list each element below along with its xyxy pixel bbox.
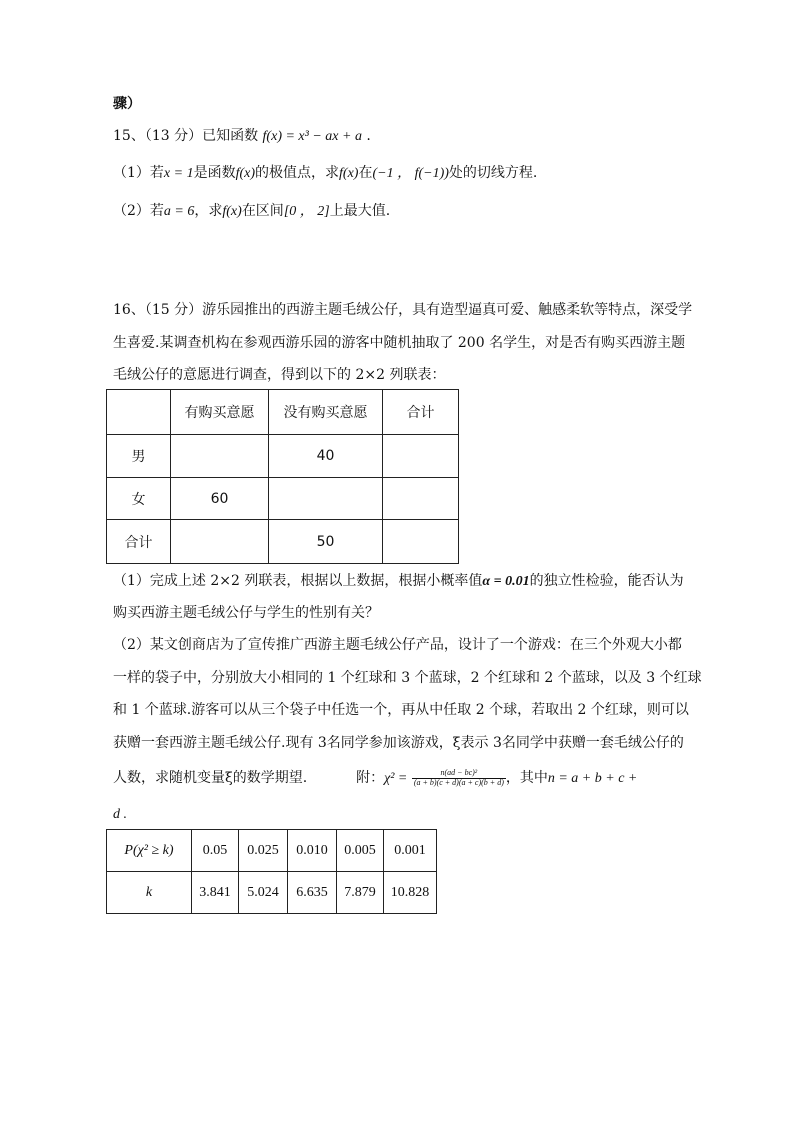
q16-part1-line2: 购买西游主题毛绒公仔与学生的性别有关？ (113, 605, 379, 621)
chi-square-fraction (412, 769, 506, 788)
table-row (107, 520, 459, 564)
q16-part2-line4: 获赠一套西游主题毛绒公仔.现有 3名同学参加该游戏，ξ表示 3名同学中获赠一套毛绒公仔的 (113, 735, 684, 751)
q16-p2-text: 人数，求随机变量ξ的数学期望. (113, 770, 308, 786)
table-header-cell: 有购买意愿 (171, 390, 269, 435)
table-row (107, 830, 437, 872)
q15-p1-math: x = 1 (163, 166, 194, 181)
formula-label: 附： (356, 770, 385, 786)
table-cell: 0.001 (384, 830, 437, 872)
alpha-value: α = 0.01 (482, 574, 530, 589)
table-cell (171, 435, 269, 478)
q15-function: f(x) = x³ − ax + a (262, 129, 362, 144)
table-cell: 女 (107, 478, 171, 520)
q15-p1-math: f(x) (339, 166, 359, 181)
q16-p1-text: （1）完成上述 2×2 列联表，根据以上数据，根据小概率值 (113, 573, 483, 589)
table-row (107, 478, 459, 520)
table-cell (383, 520, 459, 564)
q15-header (113, 129, 371, 144)
table-header-cell: 合计 (383, 390, 459, 435)
q15-p1-text: 在 (358, 165, 373, 181)
q16-part2-line5 (113, 764, 637, 793)
q16-part2-line2: 一样的袋子中，分别放大小相同的 1 个红球和 3 个蓝球，2 个红球和 2 个蓝球，以及 3 个红球 (113, 670, 702, 686)
table-cell: P(χ² ≥ k) (107, 830, 192, 872)
critical-value-table (106, 829, 437, 914)
q15-p2-math: [0 ， 2] (283, 204, 330, 219)
table-cell (383, 478, 459, 520)
q16-line1: 16、（15 分）游乐园推出的西游主题毛绒公仔，具有造型逼真可爱、触感柔软等特点，深受学 (113, 302, 693, 318)
q16-part1-line1 (113, 574, 684, 589)
q16-line2: 生喜爱.某调查机构在参观西游乐园的游客中随机抽取了 200 名学生，对是否有购买西游主题 (113, 335, 686, 351)
q15-header-end: . (366, 128, 371, 144)
q16-p1-text: 的独立性检验，能否认为 (529, 573, 684, 589)
fraction-numerator: n(ad − bc)² (412, 769, 506, 779)
q16-line3: 毛绒公仔的意愿进行调查，得到以下的 2×2 列联表： (113, 367, 446, 383)
fraction-denominator: (a + b)(c + d)(a + c)(b + d) (413, 777, 504, 787)
table-cell: 0.025 (239, 830, 288, 872)
table-cell: k (107, 872, 192, 914)
q15-p2-math: f(x) (222, 204, 242, 219)
formula-n-definition: n = a + b + c + (547, 771, 638, 786)
q15-p1-text: 的极值点，求 (255, 165, 340, 181)
table-cell (383, 435, 459, 478)
table-cell: 5.024 (239, 872, 288, 914)
previous-question-fragment: 骤） (113, 96, 141, 112)
table-cell (269, 478, 383, 520)
q15-part1 (113, 166, 537, 181)
q15-p1-math: (−1 ， f(−1)) (372, 166, 449, 181)
q15-p1-text: 是函数 (193, 165, 236, 181)
table-cell: 7.879 (337, 872, 384, 914)
chi-square-symbol: χ² = (384, 771, 408, 786)
q15-p2-math: a = 6 (163, 204, 195, 219)
table-cell: 6.635 (288, 872, 337, 914)
q15-p2-text: 上最大值. (329, 203, 391, 219)
q15-part2 (113, 204, 390, 219)
q15-header-text: 15、（13 分）已知函数 (113, 128, 259, 144)
table-cell: 合计 (107, 520, 171, 564)
formula-continuation: d . (113, 807, 127, 822)
q16-part2-line3: 和 1 个蓝球.游客可以从三个袋子中任选一个，再从中任取 2 个球，若取出 2 个红球，则可以 (113, 702, 689, 718)
table-cell: 0.05 (192, 830, 239, 872)
table-cell (171, 520, 269, 564)
q15-p1-math: f(x) (235, 166, 256, 181)
table-cell: 0.010 (288, 830, 337, 872)
q15-p2-text: （2）若 (113, 203, 164, 219)
q15-p2-text: ，求 (194, 203, 223, 219)
q16-part2-line1: （2）某文创商店为了宣传推广西游主题毛绒公仔产品，设计了一个游戏：在三个外观大小都 (113, 637, 682, 653)
table-cell: 60 (171, 478, 269, 520)
table-cell: 10.828 (384, 872, 437, 914)
table-row (107, 435, 459, 478)
q15-p1-text: （1）若 (113, 165, 164, 181)
table-header-row (107, 390, 459, 435)
contingency-table (106, 389, 459, 564)
table-cell: 3.841 (192, 872, 239, 914)
table-header-cell: 没有购买意愿 (269, 390, 383, 435)
q15-p1-text: 处的切线方程. (448, 165, 538, 181)
table-cell: 男 (107, 435, 171, 478)
q15-p2-text: 在区间 (241, 203, 284, 219)
table-cell (107, 390, 171, 435)
table-cell: 40 (269, 435, 383, 478)
table-cell: 50 (269, 520, 383, 564)
table-row (107, 872, 437, 914)
table-cell: 0.005 (337, 830, 384, 872)
formula-text: ，其中 (505, 770, 548, 786)
